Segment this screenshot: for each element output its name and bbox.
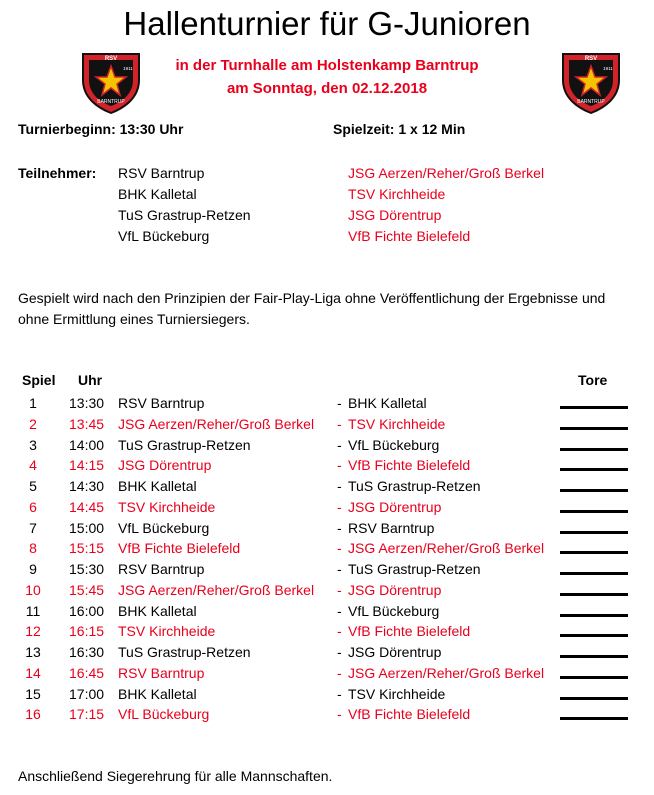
- away-team: BHK Kalletal: [348, 395, 427, 411]
- table-row: [0, 393, 654, 414]
- game-number: 1: [29, 395, 37, 411]
- participants-left: [118, 163, 251, 247]
- score-entry-line: [560, 697, 628, 700]
- svg-text:1911: 1911: [123, 66, 133, 71]
- game-number: 7: [29, 519, 37, 536]
- separator-dash: -: [337, 602, 342, 619]
- table-row: [0, 601, 654, 622]
- home-team: BHK Kalletal: [118, 478, 197, 494]
- participant-item: JSG Aerzen/Reher/Groß Berkel: [348, 165, 545, 181]
- score-entry-line: [560, 614, 628, 617]
- separator-dash: -: [337, 478, 342, 494]
- page-title: Hallenturnier für G-Junioren: [123, 5, 531, 42]
- game-time: 14:45: [69, 498, 105, 515]
- game-number: 5: [29, 478, 37, 494]
- header-goals: Tore: [578, 372, 608, 388]
- table-row: [0, 704, 654, 725]
- score-entry-line: [560, 634, 628, 637]
- away-team: VfB Fichte Bielefeld: [348, 457, 471, 474]
- home-team: JSG Dörentrup: [118, 457, 212, 474]
- away-team: VfB Fichte Bielefeld: [348, 623, 471, 640]
- away-team: RSV Barntrup: [348, 519, 435, 536]
- fair-play-paragraph: Gespielt wird nach den Prinzipien der Fair-Play-Liga ohne Veröffentlichung der Ergebnisse und ohne Ermittlung eines Turniersiegers.: [18, 290, 606, 327]
- away-team: JSG Dörentrup: [348, 498, 442, 515]
- away-team: VfL Bückeburg: [348, 602, 440, 619]
- away-team: JSG Aerzen/Reher/Groß Berkel: [348, 540, 545, 557]
- table-row: [0, 538, 654, 559]
- separator-dash: -: [337, 644, 342, 660]
- game-number: 16: [25, 706, 41, 723]
- home-team: TuS Grastrup-Retzen: [118, 436, 251, 453]
- home-team: RSV Barntrup: [118, 561, 205, 577]
- separator-dash: -: [337, 395, 342, 411]
- game-number: 14: [25, 664, 41, 681]
- footer-note: Anschließend Siegerehrung für alle Mannschaften.: [18, 768, 333, 784]
- game-number: 11: [25, 602, 41, 619]
- game-time: 14:15: [69, 457, 105, 474]
- separator-dash: -: [337, 436, 342, 453]
- participant-item: JSG Dörentrup: [348, 207, 442, 223]
- table-row: [0, 518, 654, 539]
- participant-item: VfB Fichte Bielefeld: [348, 228, 471, 244]
- away-team: JSG Dörentrup: [348, 581, 442, 598]
- header-time: Uhr: [78, 372, 103, 388]
- score-entry-line: [560, 655, 628, 658]
- game-time: 16:15: [69, 623, 105, 640]
- separator-dash: -: [337, 519, 342, 536]
- home-team: VfL Bückeburg: [118, 519, 210, 536]
- game-time: 16:00: [69, 602, 105, 619]
- score-entry-line: [560, 572, 628, 575]
- score-entry-line: [560, 448, 628, 451]
- away-team: VfB Fichte Bielefeld: [348, 706, 471, 723]
- game-time: 15:00: [69, 519, 105, 536]
- game-time: 15:15: [69, 540, 105, 557]
- game-time: 13:30: [69, 395, 105, 411]
- table-row: [0, 684, 654, 705]
- score-entry-line: [560, 468, 628, 471]
- participant-item: VfL Bückeburg: [118, 228, 210, 244]
- game-number: 3: [29, 436, 37, 453]
- home-team: BHK Kalletal: [118, 602, 197, 619]
- home-team: TSV Kirchheide: [118, 623, 216, 640]
- separator-dash: -: [337, 581, 342, 598]
- away-team: TSV Kirchheide: [348, 415, 446, 432]
- game-number: 8: [29, 540, 37, 557]
- game-number: 13: [25, 644, 41, 660]
- table-row: [0, 414, 654, 435]
- game-number: 15: [25, 685, 41, 702]
- participant-item: BHK Kalletal: [118, 186, 197, 202]
- away-team: JSG Dörentrup: [348, 644, 442, 660]
- away-team: JSG Aerzen/Reher/Groß Berkel: [348, 664, 545, 681]
- separator-dash: -: [337, 415, 342, 432]
- participant-item: TuS Grastrup-Retzen: [118, 207, 251, 223]
- subtitle-venue: in der Turnhalle am Holstenkamp Barntrup: [175, 57, 479, 74]
- separator-dash: -: [337, 706, 342, 723]
- game-time: 14:30: [69, 478, 105, 494]
- away-team: TuS Grastrup-Retzen: [348, 561, 481, 577]
- game-time: 14:00: [69, 436, 105, 453]
- table-row: [0, 435, 654, 456]
- score-entry-line: [560, 551, 628, 554]
- separator-dash: -: [337, 623, 342, 640]
- home-team: VfB Fichte Bielefeld: [118, 540, 241, 557]
- separator-dash: -: [337, 664, 342, 681]
- svg-text:BARNTRUP: BARNTRUP: [577, 99, 605, 105]
- svg-text:BARNTRUP: BARNTRUP: [97, 99, 125, 105]
- participants-right: [348, 163, 544, 247]
- game-time: 17:00: [69, 685, 105, 702]
- separator-dash: -: [337, 457, 342, 474]
- header-game: Spiel: [22, 372, 56, 388]
- table-row: [0, 497, 654, 518]
- home-team: TSV Kirchheide: [118, 498, 216, 515]
- home-team: JSG Aerzen/Reher/Groß Berkel: [118, 581, 315, 598]
- away-team: TuS Grastrup-Retzen: [348, 478, 481, 494]
- svg-text:RSV: RSV: [584, 56, 598, 62]
- separator-dash: -: [337, 540, 342, 557]
- participants-label: Teilnehmer:: [18, 165, 97, 181]
- away-team: TSV Kirchheide: [348, 685, 446, 702]
- participant-item: RSV Barntrup: [118, 165, 205, 181]
- separator-dash: -: [337, 561, 342, 577]
- table-row: [0, 642, 654, 663]
- table-row: [0, 559, 654, 580]
- game-number: 12: [25, 623, 41, 640]
- subtitle-date: am Sonntag, den 02.12.2018: [226, 80, 428, 97]
- table-row: [0, 663, 654, 684]
- score-entry-line: [560, 427, 628, 430]
- score-entry-line: [560, 531, 628, 534]
- table-row: [0, 476, 654, 497]
- score-entry-line: [560, 510, 628, 513]
- participant-item: TSV Kirchheide: [348, 186, 446, 202]
- home-team: VfL Bückeburg: [118, 706, 210, 723]
- game-time: 16:45: [69, 664, 105, 681]
- svg-text:1911: 1911: [603, 66, 613, 71]
- separator-dash: -: [337, 685, 342, 702]
- score-entry-line: [560, 676, 628, 679]
- score-entry-line: [560, 593, 628, 596]
- separator-dash: -: [337, 498, 342, 515]
- game-time: 15:45: [69, 581, 105, 598]
- home-team: TuS Grastrup-Retzen: [118, 644, 251, 660]
- game-time: 17:15: [69, 706, 105, 723]
- table-row: [0, 580, 654, 601]
- home-team: BHK Kalletal: [118, 685, 197, 702]
- game-time: 13:45: [69, 415, 105, 432]
- game-time: 15:30: [69, 561, 105, 577]
- home-team: RSV Barntrup: [118, 395, 205, 411]
- svg-text:RSV: RSV: [104, 56, 118, 62]
- score-entry-line: [560, 489, 628, 492]
- game-number: 2: [29, 415, 37, 432]
- table-row: [0, 455, 654, 476]
- tournament-start: Turnierbeginn: 13:30 Uhr: [18, 121, 184, 137]
- game-time: 16:30: [69, 644, 105, 660]
- home-team: JSG Aerzen/Reher/Groß Berkel: [118, 415, 315, 432]
- play-time: Spielzeit: 1 x 12 Min: [333, 121, 466, 137]
- score-entry-line: [560, 406, 628, 409]
- game-number: 10: [25, 581, 41, 598]
- game-number: 6: [29, 498, 37, 515]
- game-number: 4: [29, 457, 37, 474]
- score-entry-line: [560, 717, 628, 720]
- home-team: RSV Barntrup: [118, 664, 205, 681]
- game-number: 9: [29, 561, 37, 577]
- away-team: VfL Bückeburg: [348, 436, 440, 453]
- table-row: [0, 621, 654, 642]
